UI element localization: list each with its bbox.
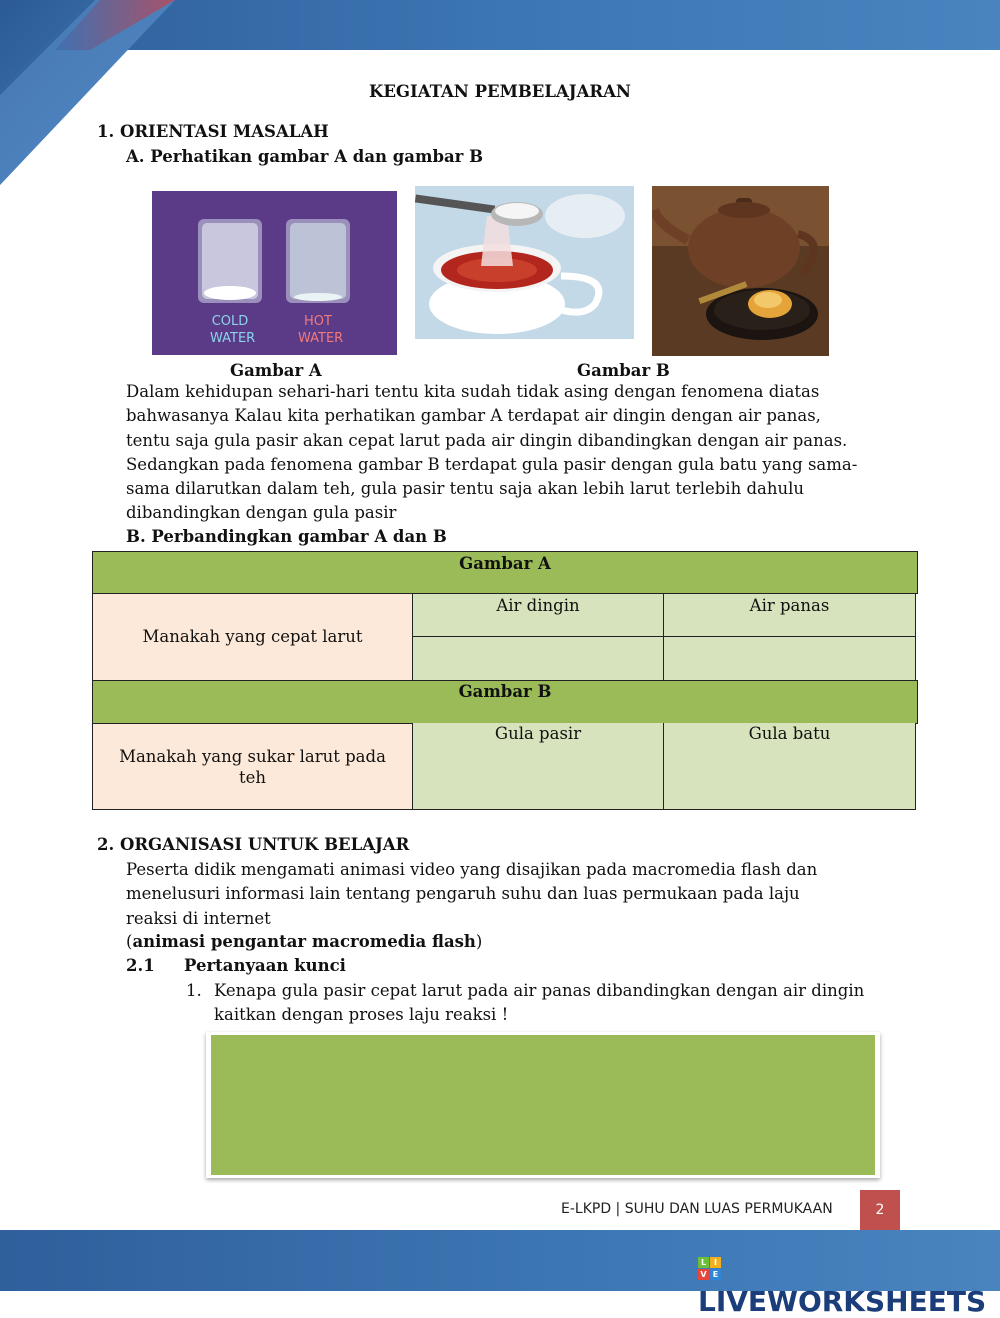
hot-label-1: HOT xyxy=(304,314,332,329)
paragraph-line: reaksi di internet xyxy=(126,908,271,928)
subheading-a: A. Perhatikan gambar A dan gambar B xyxy=(126,147,484,166)
image-cold-hot-water xyxy=(152,191,397,355)
cell-text: Air panas xyxy=(749,596,830,615)
paren-open: ( xyxy=(126,932,133,951)
subsection-title: Pertanyaan kunci xyxy=(184,956,346,975)
page-number: 2 xyxy=(860,1190,900,1230)
row-label-text: Manakah yang cepat larut xyxy=(142,627,363,646)
subheading-b: B. Perbandingkan gambar A dan B xyxy=(126,527,447,546)
answer-input-area[interactable] xyxy=(211,1035,875,1175)
table-row-label-b xyxy=(92,723,413,810)
answer-cell-air-panas[interactable] xyxy=(663,636,916,681)
subsection-number: 2.1 xyxy=(126,956,155,975)
logo-letter: E xyxy=(710,1269,721,1280)
caption-gambar-a: Gambar A xyxy=(230,361,322,380)
page-title: KEGIATAN PEMBELAJARAN xyxy=(368,82,631,101)
question-line: kaitkan dengan proses laju reaksi ! xyxy=(214,1005,509,1025)
glasses-illustration xyxy=(152,191,397,355)
table-header-label: Gambar A xyxy=(459,554,551,573)
liveworksheets-brand xyxy=(698,1252,1000,1318)
row-label-text: teh xyxy=(238,768,267,787)
logo-letter: V xyxy=(698,1269,709,1280)
footer-title: E-LKPD | SUHU DAN LUAS PERMUKAAN xyxy=(561,1201,833,1217)
table-header-gambar-a xyxy=(92,551,918,594)
liveworksheets-logo-icon xyxy=(698,1257,722,1281)
caption-gambar-b: Gambar B xyxy=(577,361,670,380)
cold-label-1: COLD xyxy=(211,314,249,329)
table-cell-air-dingin xyxy=(412,593,664,637)
question-number: 1. xyxy=(186,981,202,1000)
paragraph-line: bahwasanya Kalau kita perhatikan gambar A terdapat air dingin dengan air panas, xyxy=(126,406,821,426)
animation-link-line xyxy=(126,932,482,951)
question-line: Kenapa gula pasir cepat larut pada air panas dibandingkan dengan air dingin xyxy=(214,981,865,1000)
tea-illustration xyxy=(415,186,634,339)
table-header-label: Gambar B xyxy=(458,682,552,701)
image-tea-sugar xyxy=(415,186,634,339)
question-1 xyxy=(214,979,914,1028)
teapot-illustration xyxy=(652,186,829,356)
hot-label-2: WATER xyxy=(298,331,344,346)
intro-paragraph xyxy=(126,380,916,526)
table-cell-gula-batu[interactable] xyxy=(663,723,916,810)
logo-letter: L xyxy=(698,1257,709,1268)
table-cell-air-panas xyxy=(663,593,916,637)
answer-box xyxy=(206,1032,880,1178)
cold-label-2: WATER xyxy=(210,331,256,346)
answer-cell-air-dingin[interactable] xyxy=(412,636,664,681)
paragraph-line: menelusuri informasi lain tentang pengaruh suhu dan luas permukaan pada laju xyxy=(126,884,800,904)
organisasi-paragraph xyxy=(126,858,916,931)
paragraph-line: Dalam kehidupan sehari-hari tentu kita sudah tidak asing dengan fenomena diatas xyxy=(126,382,820,401)
paragraph-line: dibandingkan dengan gula pasir xyxy=(126,503,397,523)
cell-text: Gula batu xyxy=(748,724,831,743)
image-teapot-rock-sugar xyxy=(652,186,829,356)
paragraph-line: Sedangkan pada fenomena gambar B terdapat gula pasir dengan gula batu yang sama- xyxy=(126,454,858,474)
table-cell-gula-pasir[interactable] xyxy=(412,723,664,810)
paragraph-line: Peserta didik mengamati animasi video yang disajikan pada macromedia flash dan xyxy=(126,860,818,879)
table-header-gambar-b xyxy=(92,680,918,724)
cell-text: Gula pasir xyxy=(494,724,582,743)
paragraph-line: sama dilarutkan dalam teh, gula pasir tentu saja akan lebih larut terlebih dahulu xyxy=(126,479,804,499)
table-row-label-a xyxy=(92,593,413,681)
cell-text: Air dingin xyxy=(496,596,580,615)
section-heading-organisasi: 2. ORGANISASI UNTUK BELAJAR xyxy=(97,835,410,854)
animation-link[interactable]: animasi pengantar macromedia flash xyxy=(132,932,476,951)
logo-letter: I xyxy=(710,1257,721,1268)
paren-close: ) xyxy=(475,932,483,951)
brand-text: LIVEWORKSHEETS xyxy=(698,1285,987,1318)
paragraph-line: tentu saja gula pasir akan cepat larut pada air dingin dibandingkan dengan air panas. xyxy=(126,430,848,450)
section-heading-orientasi: 1. ORIENTASI MASALAH xyxy=(97,122,329,141)
row-label-text: Manakah yang sukar larut pada xyxy=(119,747,386,766)
